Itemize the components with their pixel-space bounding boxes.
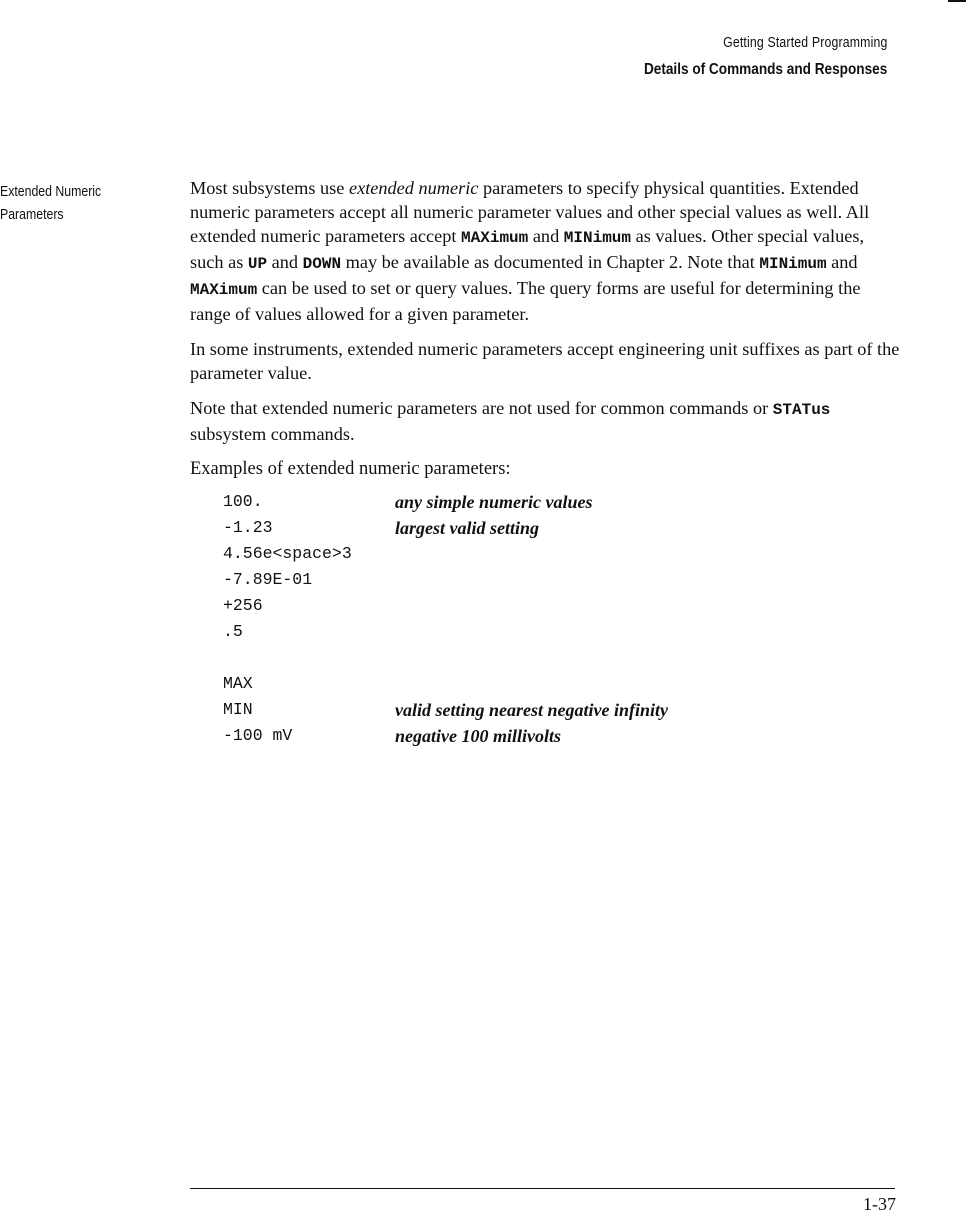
example-description: negative 100 millivolts [395, 726, 561, 746]
p1-text-5: and [267, 252, 303, 272]
example-row [223, 723, 902, 749]
p1-command-maximum-2: MAXimum [190, 281, 258, 299]
examples-heading: Examples of extended numeric parameters: [190, 459, 511, 479]
example-value: 100. [223, 492, 263, 511]
example-description: largest valid setting [395, 518, 539, 538]
example-value: +256 [223, 596, 263, 615]
p1-text-3: and [528, 226, 564, 246]
example-description: any simple numeric values [395, 492, 593, 512]
running-head-section: Details of Commands and Responses [643, 61, 887, 78]
example-row [223, 619, 902, 645]
p1-command-minimum-2: MINimum [759, 255, 827, 273]
example-value [223, 645, 395, 671]
example-value: -100 mV [223, 726, 293, 745]
p1-command-down: DOWN [302, 255, 342, 273]
example-value: MAX [223, 674, 253, 693]
example-row [223, 697, 902, 723]
page-number: 1-37 [863, 1194, 896, 1214]
p3-command-status: STATus [772, 401, 831, 419]
example-value: -7.89E-01 [223, 570, 313, 589]
running-head-chapter: Getting Started Programming [722, 34, 887, 51]
side-heading [0, 180, 101, 226]
example-value: MIN [223, 700, 253, 719]
p1-emphasis: extended numeric [348, 178, 479, 198]
side-heading-line1: Extended Numeric [0, 183, 102, 200]
example-description: valid setting nearest negative infinity [395, 700, 668, 720]
p1-text-8: can be used to set or query values. The query forms are useful for determining the range of values allowed for a given parameter. [190, 278, 861, 324]
main-content [190, 176, 902, 749]
p1-command-maximum: MAXimum [461, 229, 529, 247]
p1-text-7: and [826, 252, 858, 272]
example-row [223, 567, 902, 593]
p1-text-2: parameters to specify physical quantities. Extended numeric parameters accept all numeric parameter values and other special values as well. All extended numeric parameters accept [190, 178, 870, 246]
example-row [223, 671, 902, 697]
example-row [223, 489, 902, 515]
corner-mark [948, 0, 966, 2]
example-value: 4.56e<space>3 [223, 544, 352, 563]
p1-text-4: as values. Other special values, such as [190, 226, 865, 272]
p1-command-minimum: MINimum [563, 229, 632, 247]
p1-text-1: Most subsystems use [190, 178, 349, 198]
examples-list [223, 489, 902, 749]
example-row [223, 515, 902, 541]
paragraph-engineering-units: In some instruments, extended numeric parameters accept engineering unit suffixes as part of the parameter value. [190, 339, 900, 383]
example-row [223, 541, 902, 567]
paragraph-extended-numeric [190, 176, 902, 326]
p1-command-up: UP [247, 255, 268, 273]
example-row-spacer [223, 645, 902, 671]
p1-text-6: may be available as documented in Chapter 2. Note that [341, 252, 760, 272]
footer-rule [190, 1188, 895, 1189]
p3-text-2: subsystem commands. [190, 424, 355, 444]
example-row [223, 593, 902, 619]
example-value: .5 [223, 622, 243, 641]
p3-text-1: Note that extended numeric parameters are not used for common commands or [190, 398, 773, 418]
side-heading-line2: Parameters [0, 206, 64, 223]
example-value: -1.23 [223, 518, 273, 537]
paragraph-common-commands [190, 396, 902, 446]
